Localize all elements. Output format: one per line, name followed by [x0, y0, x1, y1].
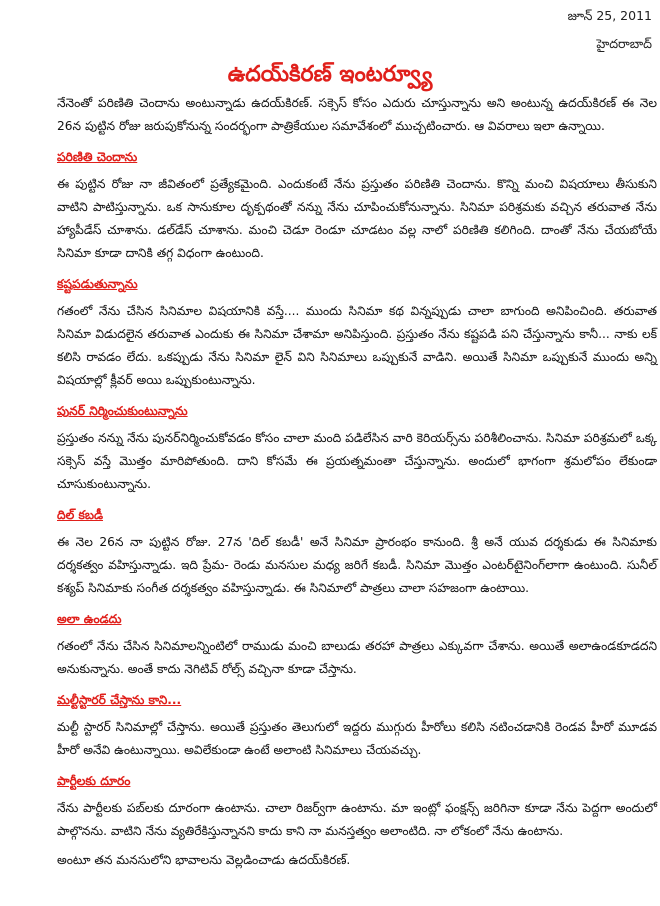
- section-heading: మల్టీస్టారర్ చేస్తాను కాని...: [57, 693, 182, 707]
- section-paragraph: ప్రస్తుతం నన్ను నేను పునర్‌నిర్మించుకోవడం కోసం చాలా మంది పడిలేసిన వారి కెరియర్స్‌ను పరిశీలించాను. సినిమా పరిశ్రమలో ఒక్క సక్సెస్ వస్తే మొత్తం మారిపోతుంది. దాని కోసమే ఈ ప్రయత్నమంతా చేస్తున్నాను. అందులో భాగంగా శ్రమలోపం లేకుండా చూసుకుంటున్నాను.: [57, 431, 657, 491]
- section-paragraph: ఈ పుట్టిన రోజు నా జీవితంలో ప్రత్యేకమైంది. ఎందుకంటే నేను ప్రస్తుతం పరిణితి చెందాను. కొన్ని మంచి విషయాలు తీసుకుని వాటిని పాటిస్తున్నాను. ఒక సానుకూల దృక్పథంతో నన్ను నేను చూపించుకోనున్నాను. సినిమా పరిశ్రమకు వచ్చిన తరువాత నేను హ్యాపీడేస్ చూశాను. డల్‌డేస్ చూశాను. మంచి చెడూ రెండూ చూడటం వల్ల నాలో పరిణితి కలిగింది. దాంతో నేను చేయబోయే సినిమా కూడా దానికి తగ్గ విధంగా ఉంటుంది.: [57, 177, 657, 260]
- article-body: [57, 92, 657, 872]
- section-paragraph: నేను పార్టీలకు పబ్‌లకు దూరంగా ఉంటాను. చాలా రిజర్వ్‌గా ఉంటాను. మా ఇంట్లో ఫంక్షన్స్ జరిగినా కూడా నేను పెద్దగా అందులో పాల్గొనను. వాటిని నేను వ్యతిరేకిస్తున్నానని కాదు కాని నా మనస్తత్వం అలాంటిది. నా లోకంలో నేను ఉంటాను.: [57, 801, 657, 838]
- place: హైదరాబాద్: [596, 36, 652, 51]
- section-paragraph: గతంలో నేను చేసిన సినిమాల విషయానికి వస్తే.... ముందు సినిమా కథ విన్నప్పుడు చాలా బాగుంది అనిపించింది. తరువాత సినిమా విడుదలైన తరువాత ఎందుకు ఈ సినిమా చేశామా అనిపిస్తుంది. ప్రస్తుతం నేను కష్టపడి పని చేస్తున్నాను కానీ... నాకు లక్ కలిసి రావడం లేదు. ఒకప్పుడు నేను సినిమా లైన్ విని సినిమాలు ఒప్పుకునే వాడిని. అయితే సినిమా ఒప్పుకునే ముందు అన్ని విషయాల్లో క్లీవర్ అయి ఒప్పుకుంటున్నాను.: [57, 304, 657, 387]
- section-heading: పరిణితి చెందాను: [57, 150, 138, 164]
- section-paragraph: ఈ నెల 26న నా పుట్టిన రోజు. 27న 'దిల్ కబడీ' అనే సినిమా ప్రారంభం కానుంది. శ్రీ అనే యువ దర్శకుడు ఈ సినిమాకు దర్శకత్వం వహిస్తున్నాడు. ఇది ప్రేమ- రెండు మనసుల మధ్య జరిగే కబడీ. సినిమా మొత్తం ఎంటర్‌టైనింగ్‌లాగా ఉంటుంది. సునీల్ కశ్యప్ సినిమాకు సంగీత దర్శకత్వం వహిస్తున్నాడు. ఈ సినిమాలో పాత్రలు చాలా సహజంగా ఉంటాయి.: [57, 535, 657, 595]
- section-heading: పునర్ నిర్మించుకుంటున్నాను: [57, 404, 188, 418]
- section-heading: కష్టపడుతున్నాను: [57, 277, 138, 291]
- article-title: ఉదయ్‌కిరణ్ ఇంటర్వ్యూ: [227, 62, 433, 87]
- intro-paragraph: నేనెంతో పరిణితి చెందాను అంటున్నాడు ఉదయ్‌కిరణ్. సక్సెస్ కోసం ఎదురు చూస్తున్నాను అని అంటున్న ఉదయ్‌కిరణ్ ఈ నెల 26న పుట్టిన రోజు జరుపుకోనున్న సందర్భంగా పాత్రికేయుల సమావేశంలో ముచ్చటించారు. ఆ వివరాలు ఇలా ఉన్నాయి.: [57, 96, 657, 133]
- section-heading: అలా ఉండదు: [57, 612, 122, 626]
- section-heading: పార్టీలకు దూరం: [57, 774, 131, 788]
- date: జూన్ 25, 2011: [567, 8, 652, 23]
- section-paragraph: మల్టీ స్టారర్ సినిమాల్లో చేస్తాను. అయితే ప్రస్తుతం తెలుగులో ఇద్దరు ముగ్గురు హీరోలు కలిసి నటించడానికి రెండవ హీరో మూడవ హీరో అనేవి ఉంటున్నాయి. అవిలేకుండా ఉంటే అలాంటి సినిమాలు చేయవచ్చు.: [57, 720, 657, 757]
- section-paragraph: గతంలో నేను చేసిన సినిమాలన్నింటిలో రాముడు మంచి బాలుడు తరహా పాత్రలు ఎక్కువగా చేశాను. అయితే అలాఉండకూడదని అనుకున్నాను. అంతే కాదు నెగిటివ్ రోల్స్ వచ్చినా కూడా చేస్తాను.: [57, 639, 657, 676]
- closing-paragraph: అంటూ తన మనసులోని భావాలను వెల్లడించాడు ఉదయ్‌కిరణ్.: [57, 853, 351, 867]
- section-heading: దిల్ కబడీ: [57, 508, 104, 522]
